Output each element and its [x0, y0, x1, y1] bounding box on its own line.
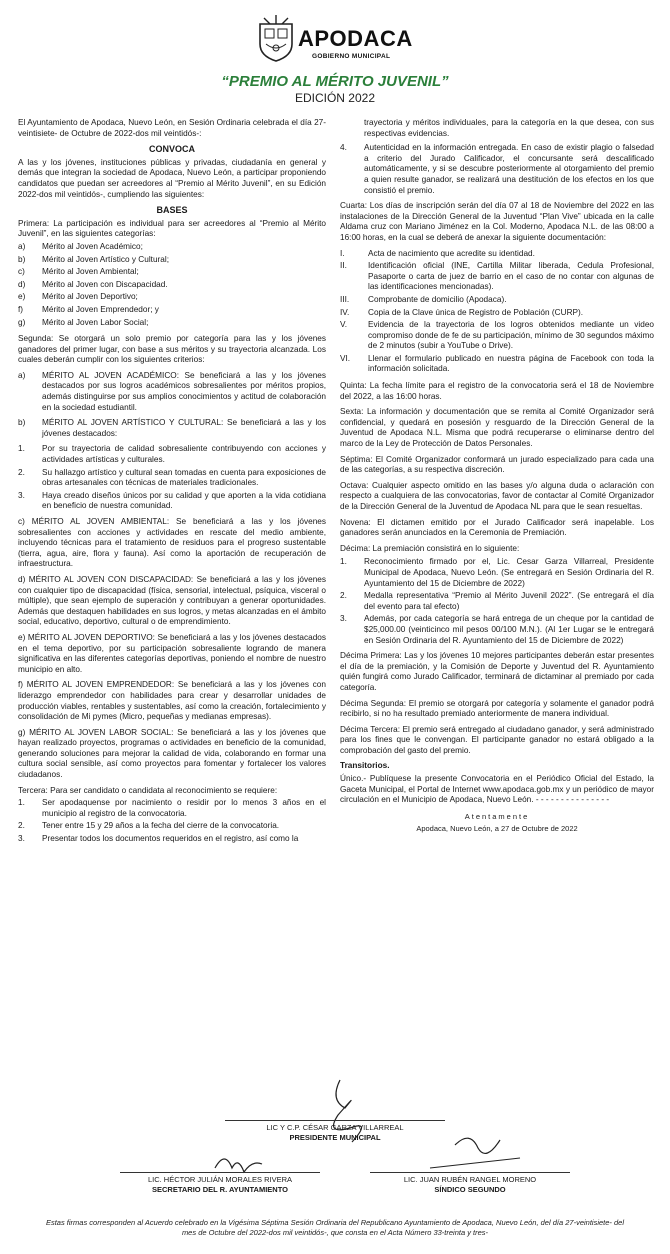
decima-primera-paragraph: Décima Primera: Las y los jóvenes 10 mejores participantes deberán estar presentes el día de la premiación, y la Comisión de Deporte y Juventud del R. Ayuntamiento quién fungirá como Jurado Calificador, terminará de dictaminar al premiado por cada categoría. — [340, 651, 654, 692]
categories-list — [18, 242, 326, 328]
novena-paragraph: Novena: El dictamen emitido por el Jurado Calificador será inapelable. Los ganadores serán anunciados en la Ceremonia de Premiación. — [340, 517, 654, 538]
primera-paragraph: Primera: La participación es individual para ser acreedores al “Premio al Mérito Juvenil”, en las siguientes categorías: — [18, 218, 326, 239]
list-item: b) Mérito al Joven Artístico y Cultural; — [18, 254, 170, 264]
list-item: I. Acta de nacimiento que acredite su identidad. — [340, 248, 535, 258]
list-item: 1. Ser apodaquense por nacimiento o residir por lo menos 3 años en el municipio al registro de la convocatoria. — [18, 798, 326, 818]
criteria-academico: a) MÉRITO AL JOVEN ACADÉMICO: Se beneficiará a las y los jóvenes destacados por sus logros académicos sobresalientes por méritos propios, además distinguirse por sus amplios conocimientos y actitud de colaboración en la sociedad estudiantil. — [18, 370, 326, 412]
cuarta-paragraph: Cuarta: Los días de inscripción serán del día 07 al 18 de Noviembre del 2022 en las instalaciones de la Dirección General de la Juventud “Plan Vive” ubicada en la calle Aldama cruz con Mariano Jiménez en la Col. Moderno, Apodaca N.L. de las 08:00 a 16:00 horas, en la cual se deberá de anexar la siguiente documentación: — [340, 201, 654, 242]
decima-tercera-paragraph: Décima Tercera: El premio será entregado al ciudadano ganador, y será administrado para los fines que le convengan. El participante ganador no estará obligado a la comprobación del gasto del premio. — [340, 724, 654, 755]
criteria-discapacidad: d) MÉRITO AL JOVEN CON DISCAPACIDAD: Se beneficiará a las y los jóvenes con cualquier tipo de discapacidad (física, sensorial, intelectual, psíquica, visceral o múltiple), que sean ejemplo de superación y contribuyan a generar oportunidades. Además que destaquen habilidades en sus logros, y metas alcanzadas en el ámbito social, educativo, deportivo, cultural o de emprendimiento. — [18, 574, 326, 627]
sexta-paragraph: Sexta: La información y documentación que se remita al Comité Organizador será confidencial, y quedará en posesión y resguardo de la Dirección General de la Juventud de Apodaca N.L. Misma que podrá recuperarse o eliminarse dentro del marco de la Ley de Protección de Datos Personales. — [340, 407, 654, 449]
place-date: Apodaca, Nuevo León, a 27 de Octubre de 2022 — [416, 824, 578, 834]
criteria-ambiental: c) MÉRITO AL JOVEN AMBIENTAL: Se beneficiará a las y los jóvenes sobresalientes con acciones y actividades en rescate del medio ambiente, incluyendo técnicas para el tratamiento de residuos para el progreso sustentable (tierra, agua, aire, flora y fauna). Así como la aportación de recuperación de infraestructura. — [18, 517, 326, 569]
list-item: g) Mérito al Joven Labor Social; — [18, 317, 149, 327]
list-item: f) Mérito al Joven Emprendedor; y — [18, 304, 159, 314]
decima-paragraph: Décima: La premiación consistirá en lo siguiente: — [340, 543, 520, 553]
coat-of-arms-icon — [256, 14, 296, 62]
criteria-artistico: b) MÉRITO AL JOVEN ARTÍSTICO Y CULTURAL: Se beneficiará a las y los jóvenes destacados: — [18, 418, 326, 438]
septima-paragraph: Séptima: El Comité Organizador conformará un jurado especializado para cada una de las categorías, a su respectiva discreción. — [340, 454, 654, 475]
list-item: d) Mérito al Joven con Discapacidad. — [18, 279, 168, 289]
list-item: IV. Copia de la Clave única de Registro de Población (CURP). — [340, 307, 584, 317]
list-item: III. Comprobante de domicilio (Apodaca). — [340, 294, 507, 304]
list-item: e) Mérito al Joven Deportivo; — [18, 292, 138, 302]
brand-name: APODACA — [298, 26, 413, 51]
left-column — [18, 118, 326, 847]
signature-president: LIC Y C.P. CÉSAR GARZA VILLARREAL PRESIDENTE MUNICIPAL — [225, 1120, 445, 1143]
list-item: a) Mérito al Joven Académico; — [18, 241, 143, 251]
edition-label: EDICIÓN 2022 — [294, 91, 376, 105]
intro-paragraph: El Ayuntamiento de Apodaca, Nuevo León, en Sesión Ordinaria celebrada el día 27-veintisiete- de Octubre de 2022-dos mil veintidós-: — [18, 118, 326, 138]
quinta-paragraph: Quinta: La fecha límite para el registro de la convocatoria será el 18 de Noviembre del 2022, a las 16:00 horas. — [340, 381, 654, 401]
signature-secretary: LIC. HÉCTOR JULIÁN MORALES RIVERA SECRETARIO DEL R. AYUNTAMIENTO — [120, 1172, 320, 1195]
list-item: II. Identificación oficial (INE, Cartilla Militar liberada, Cedula Profesional, Pasaporte o carta de juez de barrio en el caso de no contar con algunas de las identificaciones mencionadas). — [340, 261, 654, 292]
documents-list — [340, 249, 654, 376]
list-item: trayectoria y méritos individuales, para la categoría en la que desea, con sus respectivas evidencias. — [364, 118, 654, 138]
list-item: 3. Además, por cada categoría se hará entrega de un cheque por la cantidad de $25,000.00 (veinticinco mil pesos 00/100 M.N.). (Al 1er Lugar se le entregará en Sesión Ordinaria del R. Ayuntamiento del 15 de Diciembre de 2022) — [340, 614, 654, 645]
list-item: 1. Por su trayectoria de calidad sobresaliente contribuyendo con acciones y actividades artísticas y culturales. — [18, 444, 326, 465]
octava-paragraph: Octava: Cualquier aspecto omitido en las bases y/o alguna duda o aclaración con respecto a cualquiera de las convocatorias, favor de contactar al Comité Organizador de la Dirección General de la Juventud de Apodaca NL para que le sean resueltas. — [340, 480, 654, 511]
list-item: VI. Llenar el formulario publicado en nuestra página de Facebook con toda la información solicitada. — [340, 353, 654, 374]
criteria-emprendedor: f) MÉRITO AL JOVEN EMPRENDEDOR: Se beneficiará a las y los jóvenes con liderazgo emprendedor con habilidades para crear y desarrollar unidades de producción viables, rentables y sustentables, así como la creación, fortalecimiento y consolidación de Mi pymes (Micro, pequeñas y medianas empresas). — [18, 680, 326, 722]
list-item: 3. Haya creado diseños únicos por su calidad y que aporten a la vida cotidiana en beneficio de nuestra comunidad. — [18, 490, 326, 511]
list-item: 4. Autenticidad en la información entregada. En caso de existir plagio o falsedad a criterio del Jurado Calificador, el concursante será descalificado automáticamente, y si se descubre posteriormente al otorgamiento del premio a quien resulte ganador, se realizará una destitución de los efectos en los que consistió el premio. — [340, 143, 654, 195]
brand-subtitle: GOBIERNO MUNICIPAL — [312, 53, 391, 60]
list-item: 2. Su hallazgo artístico y cultural sean tomadas en cuenta para exposiciones de obras artesanales con técnicas de materiales tradicionales. — [18, 467, 326, 488]
decima-segunda-paragraph: Décima Segunda: El premio se otorgará por categoría y solamente el ganador podrá recibirlo, si no ha resultado premiado anteriormente de manera individual. — [340, 698, 654, 719]
signature-sindico: LIC. JUAN RUBÉN RANGEL MORENO SÍNDICO SEGUNDO — [370, 1172, 570, 1195]
list-item: 2. Tener entre 15 y 29 años a la fecha del cierre de la convocatoria. — [18, 821, 280, 831]
unico-paragraph: Único.- Publíquese la presente Convocatoria en el Periódico Oficial del Estado, la Gaceta Municipal, el Portal de Internet www.apodaca.gob.mx y un periódico de mayor circulación en el Municipio de Apodaca, Nuevo León. - - - - - - - - - - - - - - - — [340, 774, 654, 805]
header — [0, 0, 670, 110]
bases-heading: BASES — [156, 205, 188, 216]
list-item: c) Mérito al Joven Ambiental; — [18, 267, 139, 277]
criteria-deportivo: e) MÉRITO AL JOVEN DEPORTIVO: Se beneficiará a las y los jóvenes destacados en el tema deportivo, por su participación sobresaliente logrando de manera significativa en las diferentes categorías deportivas, poniendo el nombre de nuestro municipio en alto. — [18, 632, 326, 674]
right-column — [340, 118, 654, 835]
criteria-labor-social: g) MÉRITO AL JOVEN LABOR SOCIAL: Se beneficiará a las y los jóvenes que hayan realizado proyectos, programas o actividades en beneficio de la comunidad, generando soluciones para mejorar la calidad de vida, colaborando en formar una cultura social sensible, así como proyectos para fomentar y fortalecer los valores ciudadanos. — [18, 727, 326, 780]
segunda-paragraph: Segunda: Se otorgará un solo premio por categoría para las y los jóvenes ganadores del primer lugar, con base a sus méritos y su trayectoria alcanzada. Los cuales deberán cumplir con los siguientes criterios: — [18, 334, 326, 365]
tercera-paragraph: Tercera: Para ser candidato o candidata al reconocimiento se requiere: — [18, 785, 278, 795]
signatures-area — [0, 1060, 670, 1210]
list-item: 1. Reconocimiento firmado por el, Lic. Cesar Garza Villarreal, Presidente Municipal de Apodaca, Nuevo León. (Se entregará en Sesión Ordinaria del R. Ayuntamiento del 15 de Diciembre de 2022) — [340, 557, 654, 588]
transitorios-heading: Transitorios. — [340, 761, 390, 771]
convoca-heading: CONVOCA — [148, 144, 195, 155]
list-item: 2. Medalla representativa “Premio al Mérito Juvenil 2022”. (Se entregará el día del evento para tal efecto) — [340, 591, 654, 611]
footer-note: Estas firmas corresponden al Acuerdo celebrado en la Vigésima Séptima Sesión Ordinaria del Republicano Ayuntamiento de Apodaca, Nuevo León, del día 27-veintisiete- del mes de Octubre del 2022-dos mil veintidós-, que consta en el Acta Número 33-treinta y tres- — [45, 1218, 625, 1237]
atentamente-label: Atentamente — [464, 811, 530, 821]
list-item: 3. Presentar todos los documentos requeridos en el registro, así como la — [18, 834, 299, 844]
page-title: “PREMIO AL MÉRITO JUVENIL” — [221, 73, 449, 90]
convoca-paragraph: A las y los jóvenes, instituciones públicas y privadas, ciudadanía en general y demás que integran la sociedad de Apodaca, Nuevo León, a participar proponiendo candidatos que puedan ser acreedores al “Premio al Mérito Juvenil”, en su Edición 2022-dos mil veintidós-, cumpliendo las siguientes: — [18, 157, 326, 199]
list-item: V. Evidencia de la trayectoria de los logros obtenidos mediante un video compromiso donde de fe de su participación, mínimo de 30 segundos máximo de 2 minutos (subir a YouTube o Drive). — [340, 320, 654, 351]
